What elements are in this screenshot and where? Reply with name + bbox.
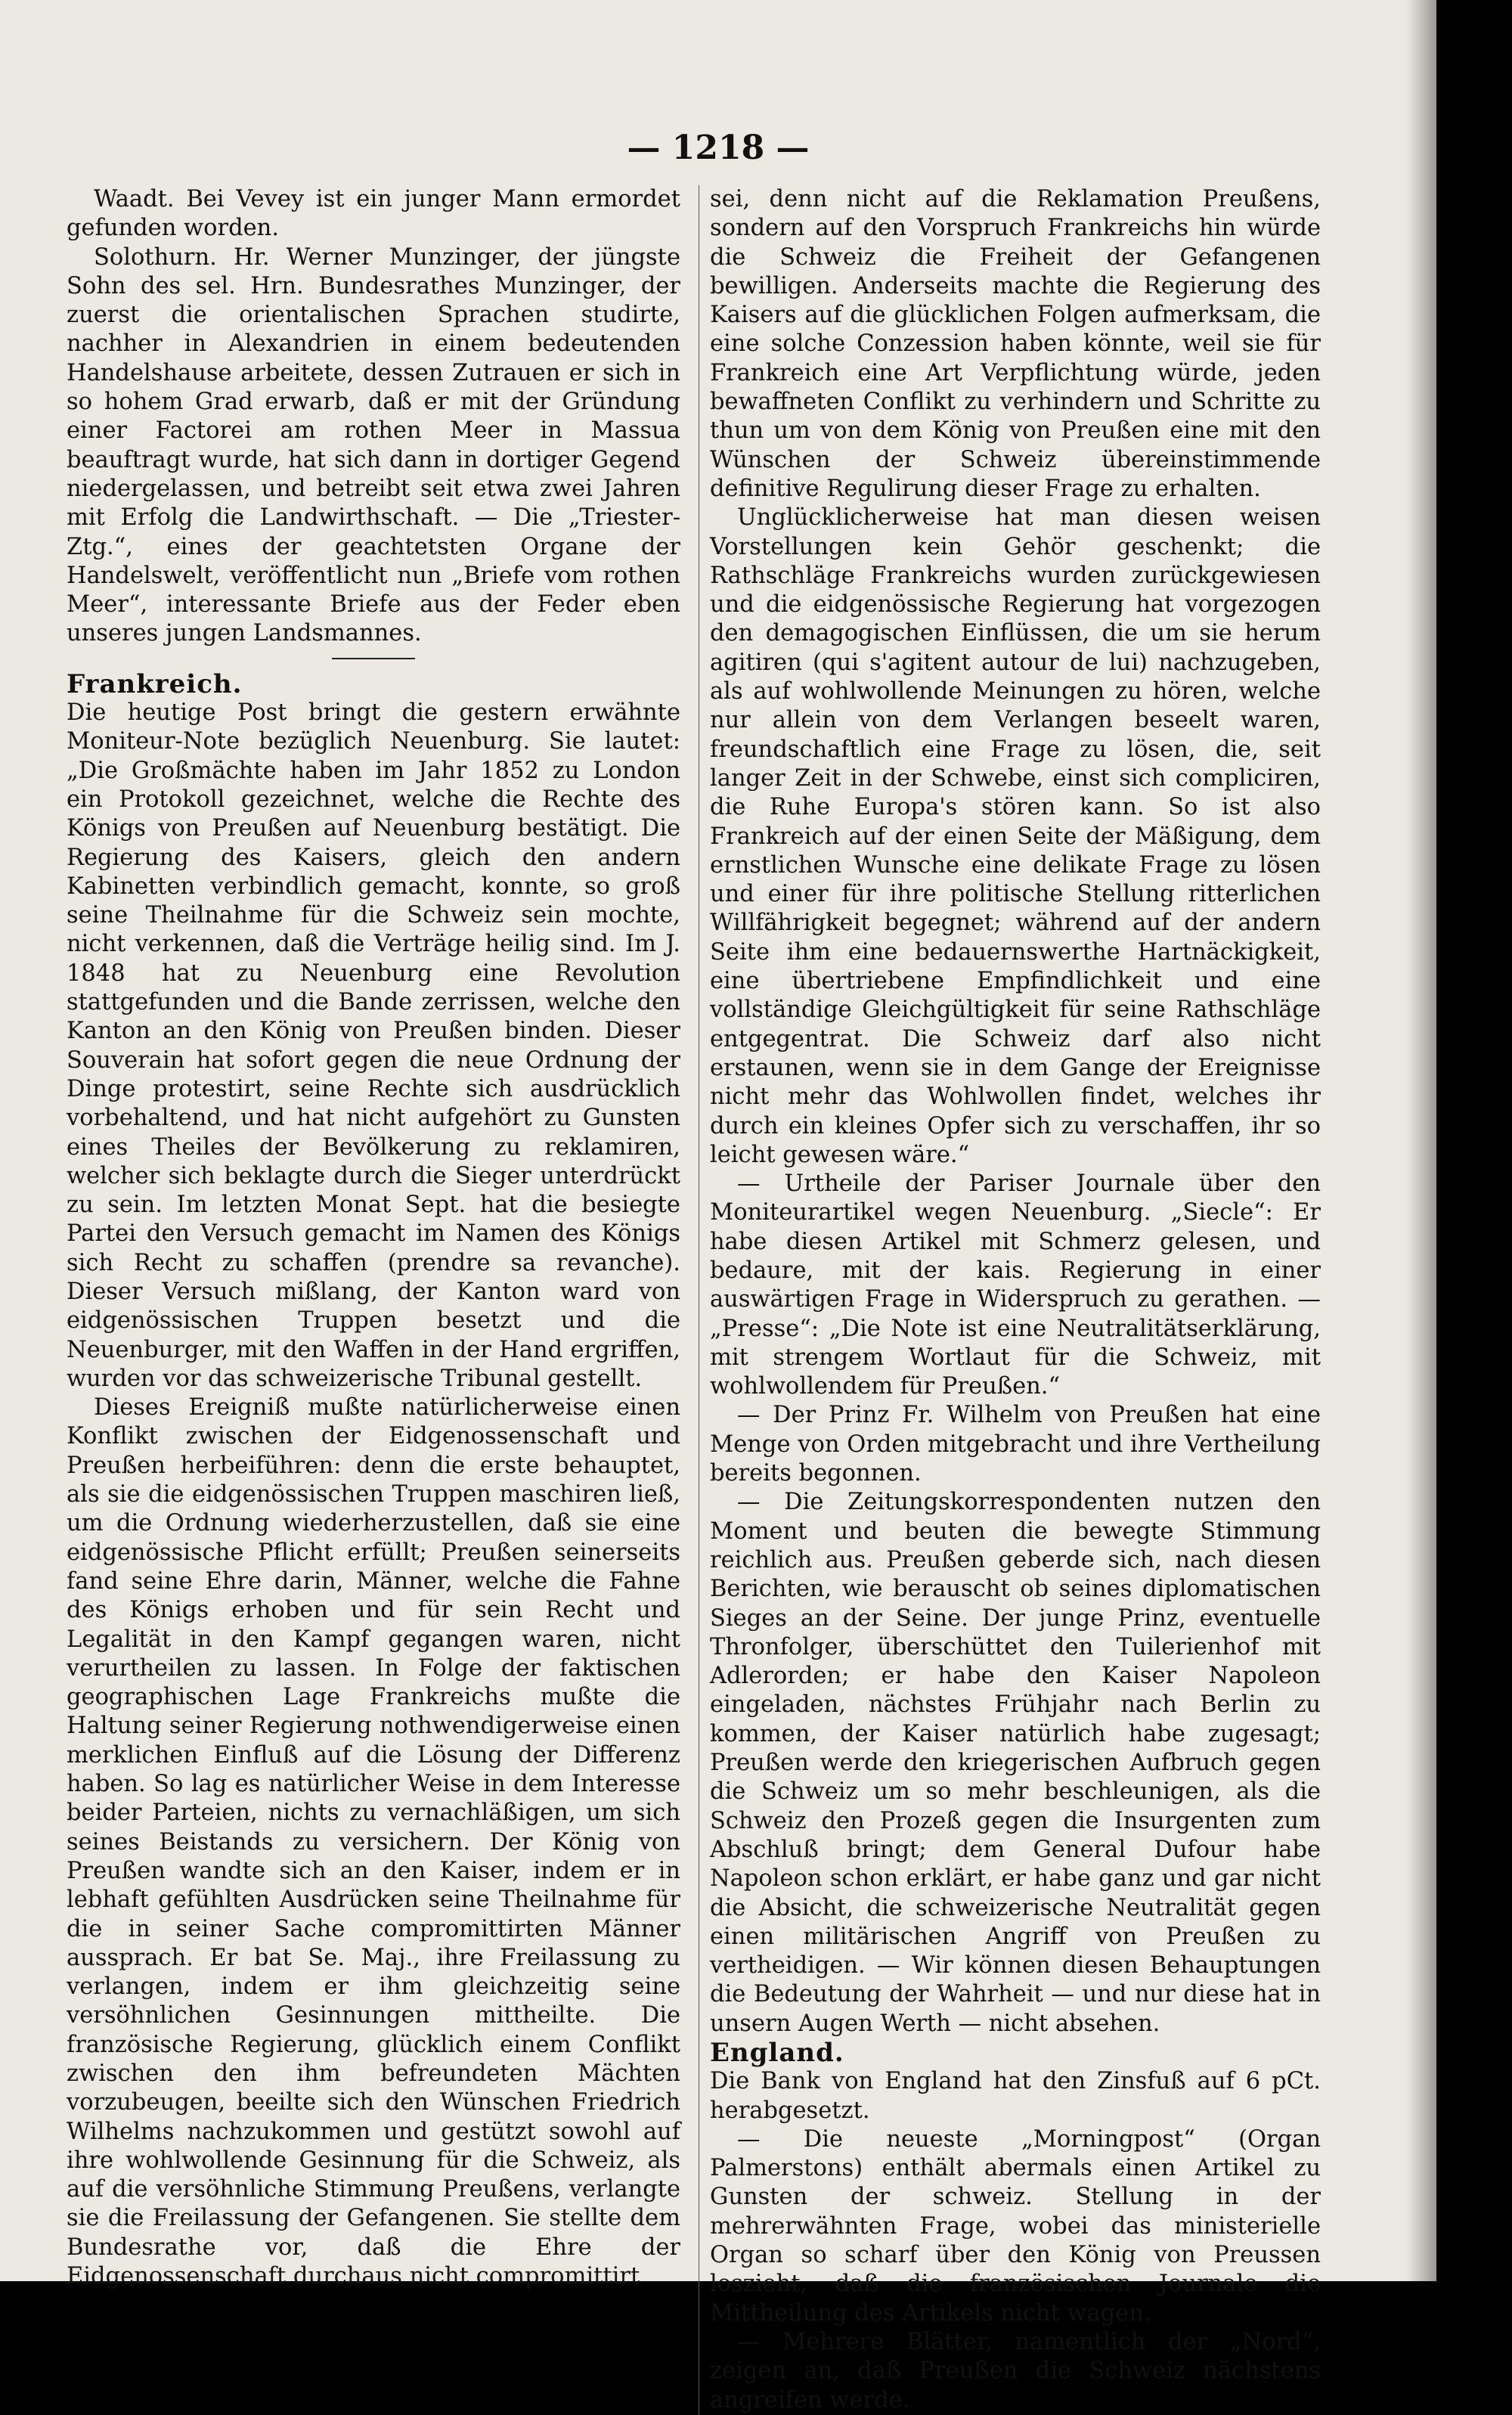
article-prinz-wilhelm: — Der Prinz Fr. Wilhelm von Preußen hat eine Menge von Orden mitgebracht und ihre Vertheilung bereits begonnen. [710,1402,1321,1487]
article-morningpost: — Die neueste „Morningpost“ (Organ Palmerstons) enthält abermals einen Artikel zu Gunsten der schweiz. Stellung in der mehrerwähnten Frage, wobei das ministerielle Organ so scharf über den König von Preussen loszieht, daß die französischen Journale die Mittheilung des Artikels nicht wagen. [710,2125,1321,2327]
article-nord: — Mehrere Blätter, namentlich der „Nord“, zeigen an, daß Preußen die Schweiz nächstens angreifen werde. [710,2328,1321,2413]
left-column [67,185,680,2291]
article-unglucklicherweise: Unglücklicherweise hat man diesen weisen Vorstellungen kein Gehör geschenkt; die Rathschläge Frankreichs wurden zurückgewiesen und die eidgenössische Regierung hat vorgezogen den demagogischen Einflüssen, die um sie herum agitiren (qui s'agitent autour de lui) nachzugeben, als auf wohlwollende Meinungen zu hören, welche nur allein von dem Verlangen beseelt waren, freundschaftlich eine Frage zu lösen, die, seit langer Zeit in der Schwebe, einst sich compliciren, die Ruhe Europa's stören kann. So ist also Frankreich auf der einen Seite der Mäßigung, dem ernstlichen Wunsche eine delikate Frage zu lösen und einer für ihre politische Stellung ritterlichen Willfährigkeit begegnet; während auf der andern Seite ihm eine bedauernswerthe Hartnäckigkeit, eine übertriebene Empfindlichkeit und eine vollständige Gleichgültigkeit für seine Rathschläge entgegentrat. Die Schweiz darf also nicht erstaunen, wenn sie in dem Gange der Ereignisse nicht mehr das Wohlwollen findet, welches ihr durch ein kleines Opfer sich zu verschaffen, ihr so leicht gewesen wäre.“ [710,504,1321,1168]
article-waadt: Waadt. Bei Vevey ist ein junger Mann ermordet gefunden worden. [67,186,680,242]
article-england-bank: Die Bank von England hat den Zinsfuß auf 6 pCt. herabgesetzt. [710,2068,1321,2124]
article-solothurn: Solothurn. Hr. Werner Munzinger, der jüngste Sohn des sel. Hrn. Bundesrathes Munzinger, der zuerst die orientalischen Sprachen studirte, nachher in Alexandrien in einem bedeutenden Handelshause arbeitete, dessen Zutrauen er sich in so hohem Grad erwarb, daß er mit der Gründung einer Factorei am rothen Meer in Massua beauftragt wurde, hat sich dann in dortiger Gegend niedergelassen, und betreibt seit etwa zwei Jahren mit Erfolg die Landwirthschaft. — Die „Triester-Ztg.“, eines der geachtetsten Organe der Handelswelt, veröffentlicht nun „Briefe vom rothen Meer“, interessante Briefe aus der Feder eben unseres jungen Landsmannes. [67,243,680,647]
article-pariser-journale: — Urtheile der Pariser Journale über den Moniteurartikel wegen Neuenburg. „Siecle“: Er habe diesen Artikel mit Schmerz gelesen, und bedaure, mit der kais. Regierung in einer auswärtigen Frage in Widerspruch zu gerathen. — „Presse“: „Die Note ist eine Neutralitätserklärung, mit strengem Wortlaut für die Schweiz, mit wohlwollendem für Preußen.“ [710,1170,1321,1400]
article-zeitungskorrespondenten: — Die Zeitungskorrespondenten nutzen den Moment und beuten die bewegte Stimmung reichlich aus. Preußen geberde sich, nach diesen Berichten, wie berauscht ob seines diplomatischen Sieges an der Seine. Der junge Prinz, eventuelle Thronfolger, überschüttet den Tuilerienhof mit Adlerorden; er habe den Kaiser Napoleon eingeladen, nächstes Frühjahr nach Berlin zu kommen, der Kaiser natürlich habe zugesagt; Preußen werde den kriegerischen Aufbruch gegen die Schweiz um so mehr beschleunigen, als die Schweiz den Prozeß gegen die Insurgenten zum Abschluß bringt; dem General Dufour habe Napoleon schon erklärt, er habe ganz und gar nicht die Absicht, die schweizerische Neutralität gegen einen militärischen Angriff von Preußen zu vertheidigen. — Wir können diesen Behauptungen die Bedeutung der Wahrheit — und nur diese hat in unsern Augen Werth — nicht absehen. [710,1489,1321,2037]
section-heading-england: England. [710,2038,844,2068]
article-continuation: sei, denn nicht auf die Reklamation Preußens, sondern auf den Vorspruch Frankreichs hin würde die Schweiz die Freiheit der Gefangenen bewilligen. Anderseits machte die Regierung des Kaisers auf die glücklichen Folgen aufmerksam, die eine solche Conzession haben könnte, weil sie für Frankreich eine Art Verpflichtung würde, jeden bewaffneten Conflikt zu verhindern und Schritte zu thun um von dem König von Preußen eine mit den Wünschen der Schweiz übereinstimmende definitive Regulirung dieser Frage zu erhalten. [710,186,1321,502]
article-frankreich-conflict: Dieses Ereigniß mußte natürlicherweise einen Konflikt zwischen der Eidgenossenschaft und Preußen herbeiführen: denn die erste behauptet, als sie die eidgenössischen Truppen maschiren ließ, um die Ordnung wiederherzustellen, daß sie eine eidgenössische Pflicht erfüllt; Preußen seinerseits fand seine Ehre darin, Männer, welche die Fahne des Königs erhoben und für sein Recht und Legalität in den Kampf gegangen waren, nicht verurtheilen zu lassen. In Folge der faktischen geographischen Lage Frankreichs mußte die Haltung seiner Regierung nothwendigerweise einen merklichen Einfluß auf die Lösung der Differenz haben. So lag es natürlicher Weise in dem Interesse beider Parteien, nichts zu vernachläßigen, um sich seines Beistands zu versichern. Der König von Preußen wandte sich an den Kaiser, indem er in lebhaft gefühlten Ausdrücken seine Theilnahme für die in seiner Sache compromittirten Männer aussprach. Er bat Se. Maj., ihre Freilassung zu verlangen, indem er ihm gleichzeitig seine versöhnlichen Gesinnungen mittheilte. Die französische Regierung, glücklich einem Conflikt zwischen den ihm befreundeten Mächten vorzubeugen, beeilte sich den Wünschen Friedrich Wilhelms nachzukommen und gestützt sowohl auf ihre wohlwollende Gesinnung für die Schweiz, als auf die versöhnliche Stimmung Preußens, verlangte sie die Freilassung der Gefangenen. Sie stellte dem Bundesrathe vor, daß die Ehre der Eidgenossenschaft durchaus nicht compromittirt [67,1394,680,2290]
right-column [699,185,1321,2415]
article-frankreich-note: Die heutige Post bringt die gestern erwähnte Moniteur-Note bezüglich Neuenburg. Sie lautet: „Die Großmächte haben im Jahr 1852 zu London ein Protokoll gezeichnet, welche die Rechte des Königs von Preußen auf Neuenburg bestätigt. Die Regierung des Kaisers, gleich den andern Kabinetten verbindlich gemacht, konnte, so groß seine Theilnahme für die Schweiz sein mochte, nicht verkennen, daß die Verträge heilig sind. Im J. 1848 hat zu Neuenburg eine Revolution stattgefunden und die Bande zerrissen, welche den Kanton an den König von Preußen binden. Dieser Souverain hat sofort gegen die neue Ordnung der Dinge protestirt, seine Rechte sich ausdrücklich vorbehaltend, und hat nicht aufgehört zu Gunsten eines Theiles der Bevölkerung zu reklamiren, welcher sich beklagte durch die Sieger unterdrückt zu sein. Im letzten Monat Sept. hat die besiegte Partei den Versuch gemacht im Namen des Königs sich Recht zu schaffen (prendre sa revanche). Dieser Versuch mißlang, der Kanton ward von eidgenössischen Truppen besetzt und die Neuenburger, mit den Waffen in der Hand ergriffen, wurden vor das schweizerische Tribunal gestellt. [67,699,680,1392]
section-heading-frankreich: Frankreich. [67,668,243,699]
section-divider [332,658,415,659]
page-number: — 1218 — [627,129,810,167]
